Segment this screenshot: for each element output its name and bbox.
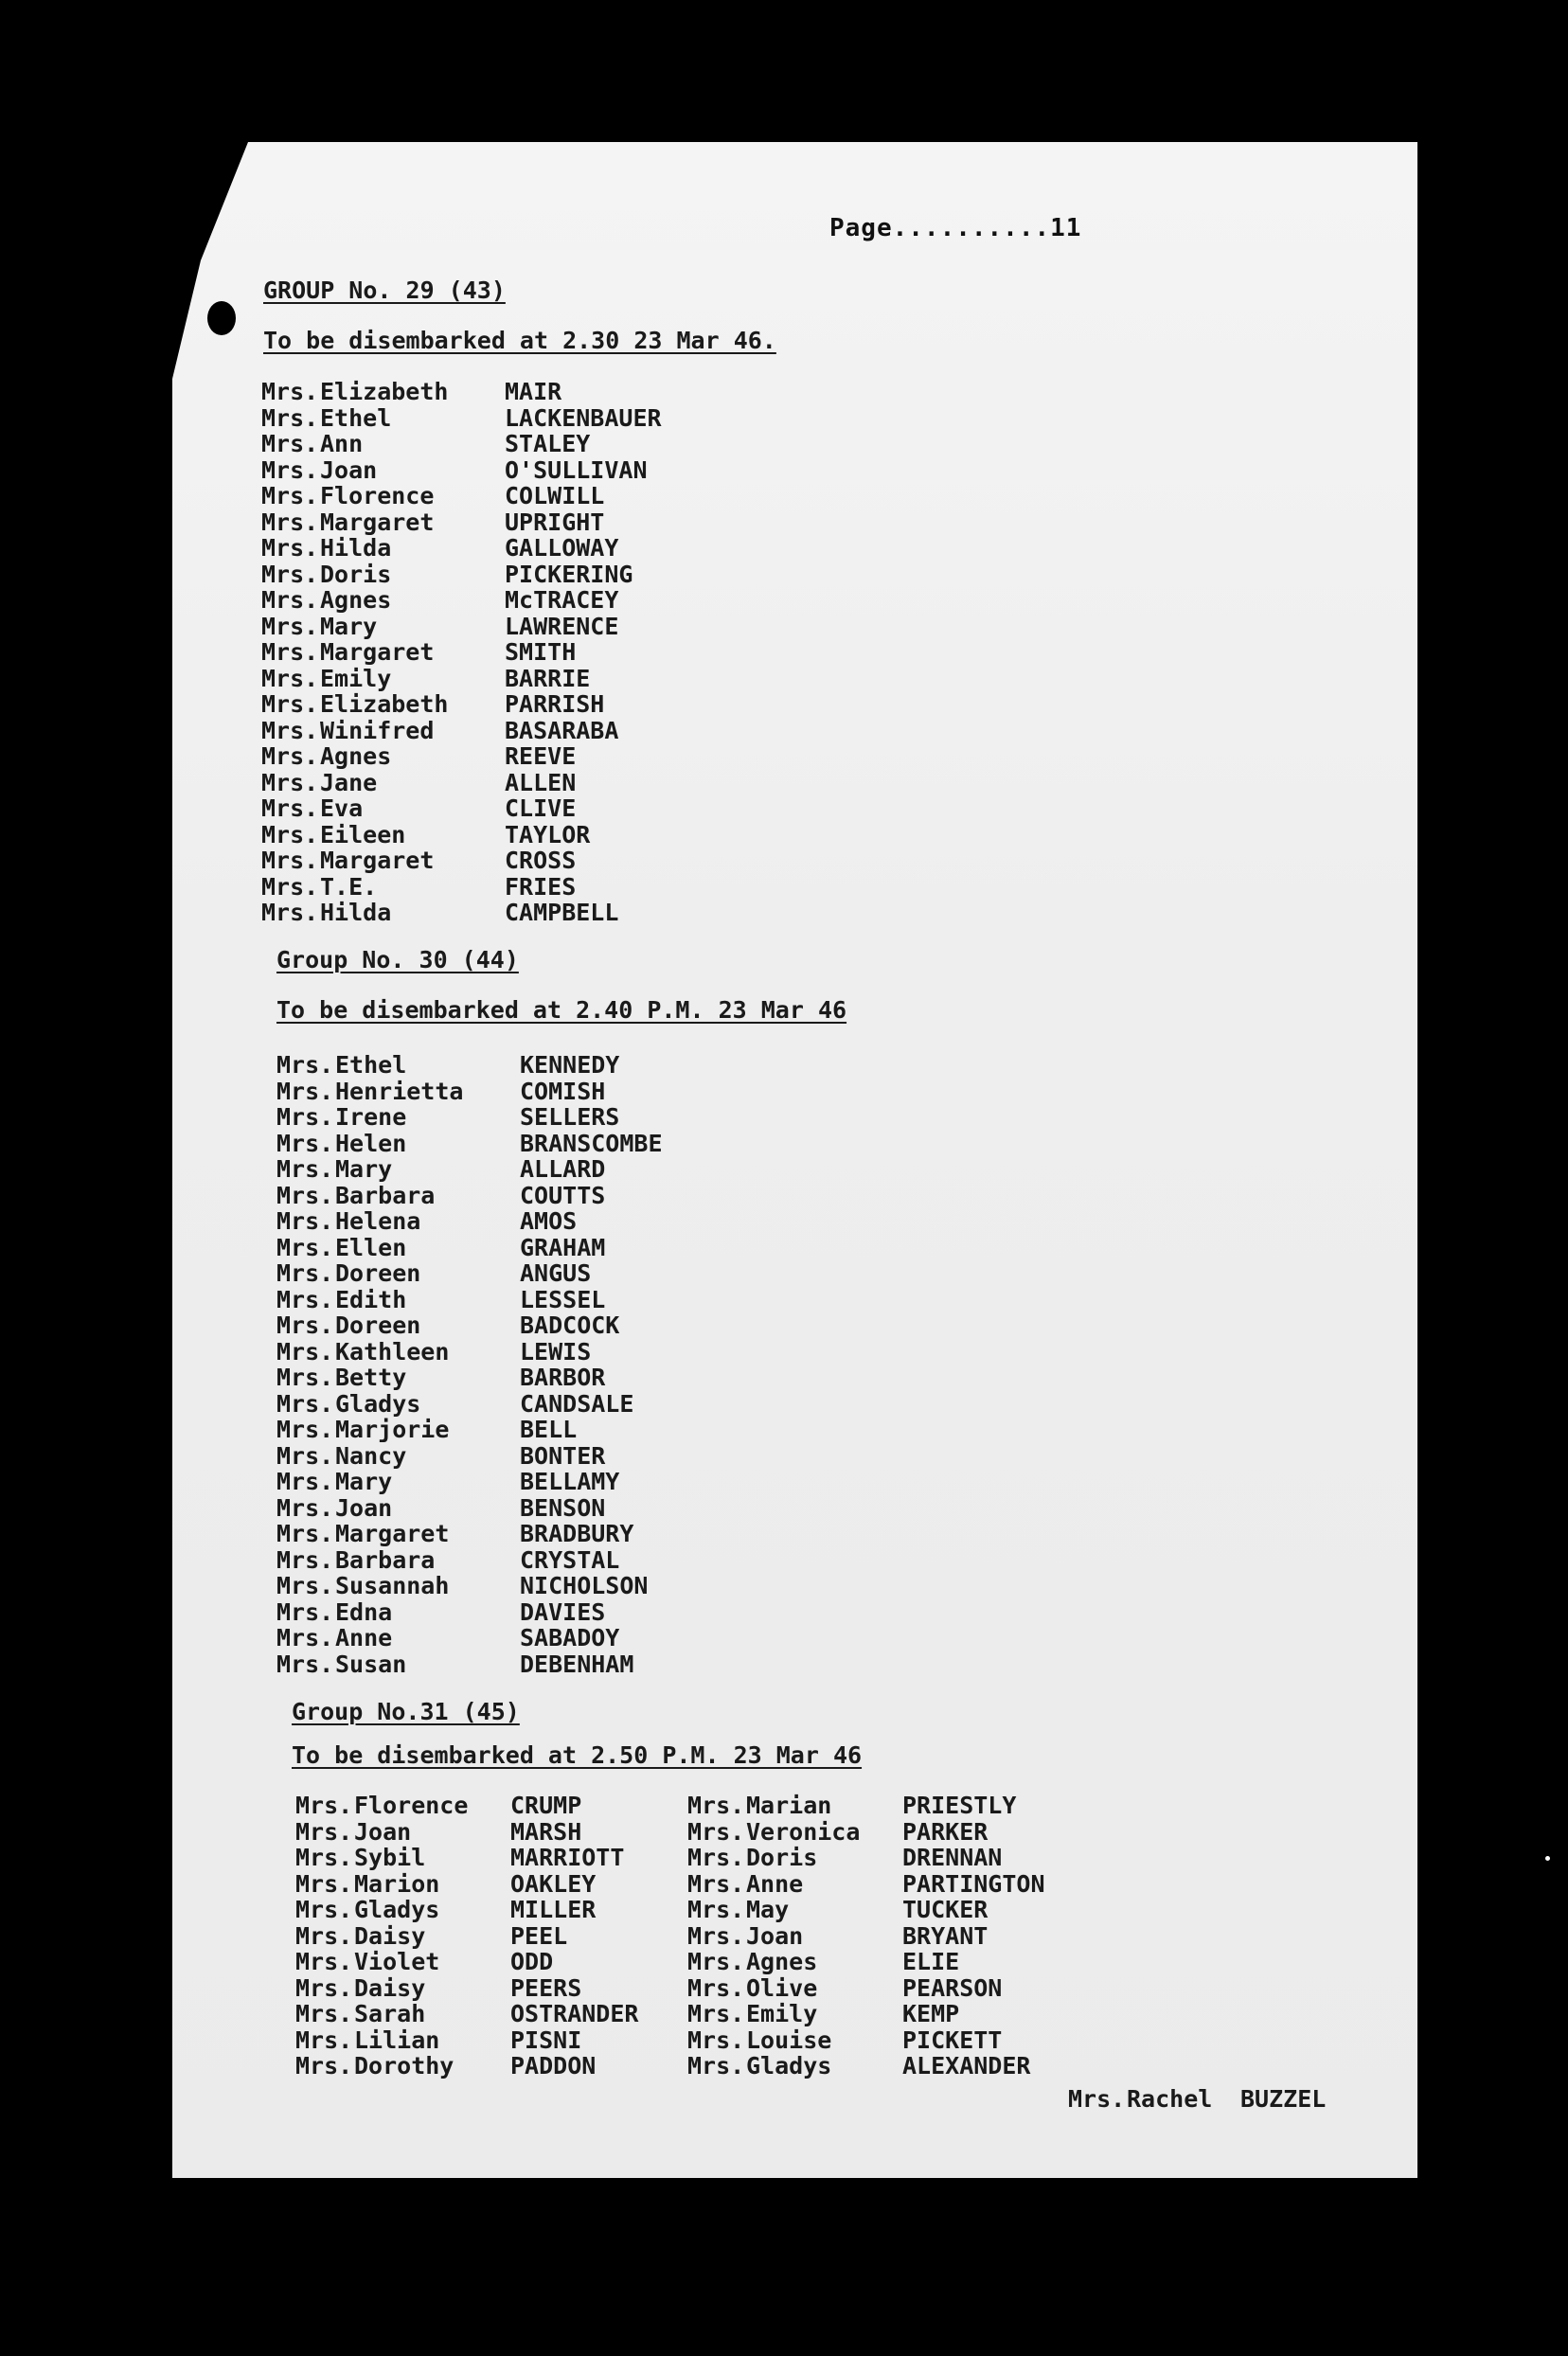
list-item <box>261 900 694 926</box>
entry-first-name: Elizabeth <box>320 690 449 718</box>
entry-first-name: Agnes <box>320 742 392 770</box>
list-item <box>276 1339 709 1365</box>
list-item <box>261 743 694 770</box>
entry-title: Mrs. <box>276 1493 334 1522</box>
entry-first-name: Joan <box>335 1493 393 1522</box>
entry-last-name: BADCOCK <box>520 1312 620 1339</box>
entry-last-name: PEEL <box>510 1921 568 1950</box>
entry-title: Mrs. <box>261 403 319 432</box>
list-item <box>687 1949 1059 1975</box>
entry-first-name: Marion <box>354 1869 440 1898</box>
list-item <box>276 1183 709 1209</box>
entry-last-name: BELLAMY <box>520 1468 620 1495</box>
entry-title: Mrs. <box>276 1312 334 1339</box>
entry-first-name: Margaret <box>335 1520 450 1547</box>
entry-last-name: PISNI <box>510 2026 582 2054</box>
group-31-left-list <box>295 1793 667 2079</box>
list-item <box>295 2001 667 2027</box>
list-item <box>276 1651 709 1678</box>
list-item <box>295 1949 667 1975</box>
entry-title: Mrs. <box>276 1389 334 1418</box>
entry-last-name: UPRIGHT <box>505 508 605 536</box>
entry-last-name: OSTRANDER <box>510 2000 639 2027</box>
entry-title: Mrs. <box>295 1817 353 1846</box>
list-item <box>687 1793 1059 1819</box>
entry-title: Mrs. <box>276 1520 334 1547</box>
entry-first-name: Joan <box>320 455 378 484</box>
entry-title: Mrs. <box>276 1051 334 1079</box>
entry-last-name: SMITH <box>505 638 577 666</box>
entry-first-name: Olive <box>746 1973 818 2002</box>
entry-first-name: Joan <box>354 1817 412 1846</box>
entry-title: Mrs. <box>276 1181 334 1209</box>
list-item <box>261 509 694 536</box>
list-item <box>261 562 694 588</box>
list-item <box>687 1897 1059 1923</box>
entry-first-name: Emily <box>320 664 392 692</box>
entry-title: Mrs. <box>261 899 319 926</box>
entry-last-name: BARRIE <box>505 664 591 692</box>
entry-first-name: Edna <box>335 1597 393 1626</box>
list-item <box>276 1260 709 1287</box>
page-number: Page..........11 <box>829 214 1082 242</box>
entry-last-name: SELLERS <box>520 1103 620 1131</box>
entry-title: Mrs. <box>687 2000 745 2027</box>
entry-first-name: Hilda <box>320 899 392 926</box>
entry-first-name: Emily <box>746 2000 818 2027</box>
entry-last-name: KEMP <box>902 2000 960 2027</box>
entry-last-name: ALLEN <box>505 768 577 796</box>
list-item <box>261 431 694 457</box>
list-item <box>276 1443 709 1470</box>
entry-title: Mrs. <box>687 1896 745 1923</box>
list-item <box>687 1871 1059 1898</box>
list-item <box>261 770 694 796</box>
entry-title: Mrs. <box>276 1441 334 1470</box>
entry-first-name: Betty <box>335 1364 407 1391</box>
entry-first-name: Barbara <box>335 1181 436 1209</box>
speck <box>1545 1856 1550 1861</box>
list-item <box>276 1417 709 1443</box>
entry-last-name: ODD <box>510 1948 554 1975</box>
group-31-title: Group No.31 (45) <box>292 1698 520 1725</box>
group-29-list <box>261 379 694 926</box>
list-item <box>276 1391 709 1418</box>
list-item <box>276 1547 709 1574</box>
entry-title: Mrs. <box>276 1364 334 1391</box>
entry-title: Mrs. <box>295 1792 353 1819</box>
entry-last-name: ALLARD <box>520 1155 606 1183</box>
entry-title: Mrs. <box>276 1129 334 1157</box>
entry-first-name: Sarah <box>354 2000 426 2027</box>
list-item <box>261 874 694 901</box>
entry-last-name: MARSH <box>510 1817 582 1846</box>
entry-first-name: Helena <box>335 1207 421 1235</box>
entry-title: Mrs. <box>261 430 319 457</box>
entry-title: Mrs. <box>261 378 319 405</box>
list-item <box>276 1156 709 1183</box>
entry-first-name: Susan <box>335 1650 407 1678</box>
entry-first-name: Veronica <box>746 1817 861 1846</box>
entry-title: Mrs. <box>261 612 319 640</box>
list-item <box>261 822 694 848</box>
entry-title: Mrs. <box>261 586 319 614</box>
list-item <box>687 2027 1059 2054</box>
list-item <box>276 1469 709 1495</box>
list-item <box>276 1312 709 1339</box>
entry-last-name: O'SULLIVAN <box>505 455 648 484</box>
list-item <box>687 1923 1059 1950</box>
entry-last-name: AMOS <box>520 1207 578 1235</box>
entry-title: Mrs. <box>261 794 319 822</box>
entry-last-name: COMISH <box>520 1077 606 1105</box>
entry-first-name: Hilda <box>320 534 392 562</box>
group-31-subtitle: To be disembarked at 2.50 P.M. 23 Mar 46 <box>292 1741 863 1769</box>
list-item <box>276 1495 709 1522</box>
entry-title: Mrs. <box>295 1948 353 1975</box>
entry-title: Mrs. <box>261 482 319 509</box>
entry-first-name: Edith <box>335 1285 407 1313</box>
punch-hole <box>207 301 236 335</box>
entry-title: Mrs. <box>261 638 319 666</box>
entry-first-name: Anne <box>746 1869 804 1898</box>
list-item <box>276 1235 709 1261</box>
group-30-list <box>276 1052 709 1677</box>
list-item <box>261 379 694 405</box>
entry-title: Mrs. <box>261 508 319 536</box>
entry-first-name: Doreen <box>335 1312 421 1339</box>
entry-last-name: BARBOR <box>520 1364 606 1391</box>
entry-last-name: GALLOWAY <box>505 534 619 562</box>
entry-title: Mrs. <box>687 1817 745 1846</box>
entry-last-name: LAWRENCE <box>505 612 619 640</box>
entry-last-name: OAKLEY <box>510 1869 597 1898</box>
entry-title: Mrs. <box>295 2052 353 2079</box>
entry-title: Mrs. <box>276 1624 334 1651</box>
entry-first-name: Margaret <box>320 508 435 536</box>
entry-first-name: Lilian <box>354 2026 440 2054</box>
entry-last-name: GRAHAM <box>520 1233 606 1261</box>
entry-title: Mrs. <box>276 1259 334 1287</box>
entry-title: Mrs. <box>261 820 319 848</box>
entry-first-name: Louise <box>746 2026 832 2054</box>
entry-first-name: Agnes <box>320 586 392 614</box>
list-item <box>261 405 694 432</box>
entry-first-name: Helen <box>335 1129 407 1157</box>
entry-first-name: Mary <box>320 612 378 640</box>
entry-last-name: BELL <box>520 1416 578 1443</box>
list-item <box>276 1052 709 1079</box>
entry-last-name: PICKETT <box>902 2026 1003 2054</box>
list-item <box>261 718 694 744</box>
entry-first-name: Mary <box>335 1155 393 1183</box>
list-item <box>295 2053 667 2079</box>
entry-last-name: CAMPBELL <box>505 899 619 926</box>
entry-first-name: Doris <box>320 560 392 588</box>
list-item <box>261 639 694 666</box>
entry-first-name: Ellen <box>335 1233 407 1261</box>
entry-last-name: PARKER <box>902 1817 989 1846</box>
entry-title: Mrs. <box>276 1545 334 1574</box>
entry-first-name: Irene <box>335 1103 407 1131</box>
list-item <box>261 457 694 484</box>
group-30-subtitle: To be disembarked at 2.40 P.M. 23 Mar 46 <box>276 996 847 1024</box>
entry-title: Mrs. <box>687 2026 745 2054</box>
entry-first-name: Florence <box>354 1792 469 1819</box>
entry-last-name: CRUMP <box>510 1792 582 1819</box>
entry-last-name: ANGUS <box>520 1259 592 1287</box>
entry-first-name: Margaret <box>320 847 435 874</box>
entry-title: Mrs. <box>687 1921 745 1950</box>
entry-title: Mrs. <box>276 1650 334 1678</box>
group-31-right-list <box>687 1793 1059 2079</box>
entry-first-name: Jane <box>320 768 378 796</box>
list-item <box>261 666 694 692</box>
entry-first-name: Susannah <box>335 1572 450 1599</box>
entry-first-name: Marian <box>746 1792 832 1819</box>
group-31-extra-entry <box>1068 2034 1326 2138</box>
entry-last-name: LACKENBAUER <box>505 403 662 432</box>
entry-first-name: Doreen <box>335 1259 421 1287</box>
list-item <box>261 587 694 614</box>
entry-last-name: BONTER <box>520 1441 606 1470</box>
entry-title: Mrs. <box>687 1792 745 1819</box>
list-item <box>295 1897 667 1923</box>
entry-title: Mrs. <box>276 1233 334 1261</box>
group-29-title: GROUP No. 29 (43) <box>263 277 506 304</box>
entry-last-name: STALEY <box>505 430 591 457</box>
entry-last-name: DAVIES <box>520 1597 606 1626</box>
list-item <box>261 483 694 509</box>
entry-last-name: LESSEL <box>520 1285 606 1313</box>
entry-title: Mrs. <box>295 2000 353 2027</box>
entry-title: Mrs. <box>295 1973 353 2002</box>
entry-title: Mrs. <box>261 534 319 562</box>
entry-last-name: BUZZEL <box>1240 2085 1327 2113</box>
entry-last-name: MILLER <box>510 1896 597 1923</box>
list-item <box>276 1599 709 1626</box>
entry-first-name: Eva <box>320 794 364 822</box>
entry-first-name: Margaret <box>320 638 435 666</box>
entry-first-name: Ethel <box>320 403 392 432</box>
list-item <box>276 1521 709 1547</box>
list-item <box>261 848 694 874</box>
entry-title: Mrs. <box>295 1921 353 1950</box>
entry-first-name: Joan <box>746 1921 804 1950</box>
entry-first-name: Violet <box>354 1948 440 1975</box>
entry-title: Mrs. <box>261 847 319 874</box>
entry-last-name: CROSS <box>505 847 577 874</box>
entry-last-name: PICKERING <box>505 560 633 588</box>
entry-title: Mrs. <box>261 664 319 692</box>
entry-last-name: NICHOLSON <box>520 1572 649 1599</box>
entry-last-name: BENSON <box>520 1493 606 1522</box>
list-item <box>276 1079 709 1105</box>
entry-last-name: REEVE <box>505 742 577 770</box>
group-30-title: Group No. 30 (44) <box>276 946 519 973</box>
entry-first-name: Barbara <box>335 1545 436 1574</box>
entry-title: Mrs. <box>276 1155 334 1183</box>
list-item <box>276 1365 709 1391</box>
entry-first-name: Daisy <box>354 1973 426 2002</box>
entry-title: Mrs. <box>276 1285 334 1313</box>
list-item <box>687 1975 1059 2002</box>
entry-first-name: Kathleen <box>335 1337 450 1365</box>
list-item <box>276 1208 709 1235</box>
entry-first-name: Winifred <box>320 716 435 744</box>
entry-title: Mrs. <box>261 716 319 744</box>
entry-last-name: CANDSALE <box>520 1389 634 1418</box>
entry-last-name: BRANSCOMBE <box>520 1129 663 1157</box>
entry-first-name: Anne <box>335 1624 393 1651</box>
list-item <box>295 1819 667 1846</box>
entry-last-name: CRYSTAL <box>520 1545 620 1574</box>
list-item <box>276 1131 709 1157</box>
entry-title: Mrs. <box>687 1948 745 1975</box>
list-item <box>295 1793 667 1819</box>
entry-first-name: Daisy <box>354 1921 426 1950</box>
entry-last-name: BRYANT <box>902 1921 989 1950</box>
entry-title: Mrs. <box>687 2052 745 2079</box>
group-29-subtitle: To be disembarked at 2.30 23 Mar 46. <box>263 327 776 354</box>
entry-first-name: Ann <box>320 430 364 457</box>
entry-first-name: Eileen <box>320 820 406 848</box>
list-item <box>687 2053 1059 2079</box>
entry-title: Mrs. <box>295 2026 353 2054</box>
entry-title: Mrs. <box>1068 2085 1126 2113</box>
entry-first-name: Elizabeth <box>320 378 449 405</box>
entry-last-name: PEERS <box>510 1973 582 2002</box>
entry-title: Mrs. <box>276 1207 334 1235</box>
entry-last-name: DEBENHAM <box>520 1650 634 1678</box>
entry-first-name: Nancy <box>335 1441 407 1470</box>
entry-last-name: PARTINGTON <box>902 1869 1045 1898</box>
entry-last-name: SABADOY <box>520 1624 620 1651</box>
list-item <box>687 1819 1059 1846</box>
entry-last-name: KENNEDY <box>520 1051 620 1079</box>
entry-title: Mrs. <box>276 1468 334 1495</box>
entry-first-name: Agnes <box>746 1948 818 1975</box>
entry-first-name: Marjorie <box>335 1416 450 1443</box>
entry-first-name: Gladys <box>335 1389 421 1418</box>
entry-last-name: McTRACEY <box>505 586 619 614</box>
list-item <box>261 795 694 822</box>
list-item <box>276 1104 709 1131</box>
list-item <box>261 614 694 640</box>
entry-last-name: LEWIS <box>520 1337 592 1365</box>
list-item <box>261 535 694 562</box>
entry-title: Mrs. <box>687 1844 745 1871</box>
entry-last-name: BASARABA <box>505 716 619 744</box>
entry-last-name: PRIESTLY <box>902 1792 1017 1819</box>
entry-last-name: TAYLOR <box>505 820 591 848</box>
entry-last-name: ELIE <box>902 1948 960 1975</box>
entry-title: Mrs. <box>276 1416 334 1443</box>
list-item <box>295 1923 667 1950</box>
entry-title: Mrs. <box>276 1597 334 1626</box>
entry-last-name: CLIVE <box>505 794 577 822</box>
list-item <box>276 1573 709 1599</box>
list-item <box>276 1287 709 1313</box>
entry-first-name: May <box>746 1896 790 1923</box>
entry-title: Mrs. <box>295 1844 353 1871</box>
entry-title: Mrs. <box>261 872 319 901</box>
list-item <box>295 2027 667 2054</box>
entry-title: Mrs. <box>687 1973 745 2002</box>
entry-title: Mrs. <box>261 560 319 588</box>
entry-first-name: Henrietta <box>335 1077 464 1105</box>
entry-last-name: PADDON <box>510 2052 597 2079</box>
list-item <box>295 1975 667 2002</box>
entry-title: Mrs. <box>261 742 319 770</box>
entry-title: Mrs. <box>687 1869 745 1898</box>
entry-first-name: Dorothy <box>354 2052 454 2079</box>
entry-title: Mrs. <box>261 768 319 796</box>
entry-last-name: DRENNAN <box>902 1844 1003 1871</box>
entry-title: Mrs. <box>261 455 319 484</box>
entry-last-name: PARRISH <box>505 690 605 718</box>
entry-title: Mrs. <box>276 1103 334 1131</box>
entry-title: Mrs. <box>295 1896 353 1923</box>
entry-first-name: Gladys <box>746 2052 832 2079</box>
entry-first-name: Doris <box>746 1844 818 1871</box>
list-item <box>295 1845 667 1871</box>
entry-first-name: Gladys <box>354 1896 440 1923</box>
entry-last-name: MARRIOTT <box>510 1844 625 1871</box>
entry-last-name: COLWILL <box>505 482 605 509</box>
entry-first-name: Sybil <box>354 1844 426 1871</box>
entry-title: Mrs. <box>276 1077 334 1105</box>
entry-first-name: T.E. <box>320 872 378 901</box>
entry-title: Mrs. <box>295 1869 353 1898</box>
entry-last-name: COUTTS <box>520 1181 606 1209</box>
entry-title: Mrs. <box>276 1572 334 1599</box>
entry-last-name: PEARSON <box>902 1973 1003 2002</box>
entry-last-name: BRADBURY <box>520 1520 634 1547</box>
list-item <box>276 1625 709 1651</box>
entry-last-name: ALEXANDER <box>902 2052 1031 2079</box>
list-item <box>295 1871 667 1898</box>
entry-first-name: Florence <box>320 482 435 509</box>
entry-title: Mrs. <box>261 690 319 718</box>
entry-title: Mrs. <box>276 1337 334 1365</box>
entry-last-name: FRIES <box>505 872 577 901</box>
list-item <box>687 1845 1059 1871</box>
entry-first-name: Ethel <box>335 1051 407 1079</box>
entry-last-name: TUCKER <box>902 1896 989 1923</box>
entry-first-name: Mary <box>335 1468 393 1495</box>
entry-last-name: MAIR <box>505 378 562 405</box>
entry-first-name: Rachel <box>1127 2085 1213 2113</box>
list-item <box>261 691 694 718</box>
list-item <box>687 2001 1059 2027</box>
